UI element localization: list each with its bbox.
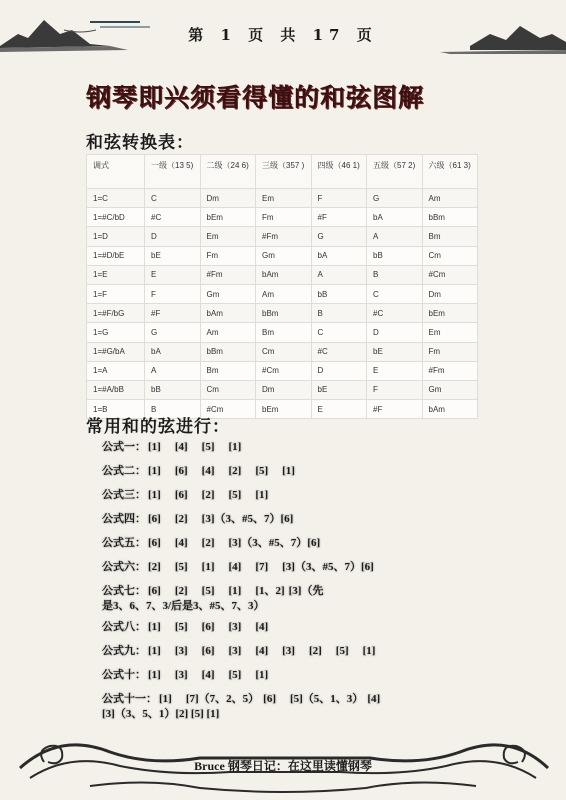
progression-continuation: 是3、6、7、3/后是3、#5、7、3） (102, 600, 265, 612)
chord-cell: bA (311, 246, 367, 265)
chord-conversion-table (86, 154, 478, 419)
progression-chord: [3]（3、#5、7）[6] (282, 561, 374, 573)
chord-cell: Cm (200, 380, 256, 399)
chord-cell: #Fm (256, 227, 312, 246)
chord-cell: C (367, 284, 423, 303)
progression-chord: [7]（7、2、5） (185, 693, 260, 705)
progression-chord: [1] (148, 621, 161, 633)
chord-table-heading: 和弦转换表： (86, 133, 194, 153)
progression-item (102, 488, 502, 503)
chord-cell: bEm (422, 304, 478, 323)
chord-cell: #Cm (200, 400, 256, 419)
chord-cell: Gm (422, 380, 478, 399)
chord-cell: bBm (200, 342, 256, 361)
chord-cell: Dm (200, 189, 256, 208)
table-header-cell: 调式 (87, 155, 145, 189)
chord-cell: Bm (200, 361, 256, 380)
progression-chord: [3] (282, 645, 295, 657)
progression-chord: [6] (174, 489, 188, 501)
table-header-cell: 五级（57 2) (367, 155, 423, 189)
progression-chord: [5] (255, 465, 269, 477)
chord-cell: Cm (256, 342, 312, 361)
progression-chord: [3] (228, 621, 242, 633)
progression-chord: [2] (201, 537, 215, 549)
chord-cell: Bm (256, 323, 312, 342)
chord-cell: E (311, 400, 367, 419)
progression-chord: [1] (201, 561, 215, 573)
progression-chord: [1] (148, 669, 161, 681)
progression-item (102, 512, 502, 527)
chord-cell: Dm (256, 380, 312, 399)
chord-cell: B (311, 304, 367, 323)
chord-cell: Am (422, 189, 478, 208)
progression-item (102, 464, 502, 479)
chord-cell: D (367, 323, 423, 342)
progression-label: 公式八： (102, 621, 146, 633)
progression-chord: [6] (148, 585, 161, 597)
progression-chord: [3] (174, 645, 188, 657)
progression-chord: [6] (201, 621, 215, 633)
key-cell: 1=#C/bD (87, 208, 145, 227)
key-cell: 1=F (87, 284, 145, 303)
chord-cell: #Fm (422, 361, 478, 380)
chord-cell: Gm (256, 246, 312, 265)
progression-chord: [1] (148, 645, 161, 657)
progression-chord: [2] (174, 585, 188, 597)
key-cell: 1=#A/bB (87, 380, 145, 399)
progression-chord: [4] (174, 537, 188, 549)
chord-cell: B (367, 265, 423, 284)
table-row (87, 323, 478, 342)
chord-cell: Am (256, 284, 312, 303)
table-row (87, 284, 478, 303)
progression-item (102, 536, 502, 551)
table-row (87, 208, 478, 227)
chord-cell: A (311, 265, 367, 284)
page-number-label: 第 1 页 共 17 页 (188, 26, 378, 44)
chord-cell: B (145, 400, 201, 419)
table-header-cell: 四级（46 1) (311, 155, 367, 189)
progression-chord: [4] (174, 441, 188, 453)
chord-cell: bB (311, 284, 367, 303)
document-title: 钢琴即兴须看得懂的和弦图解 (86, 83, 425, 112)
chord-cell: bEm (256, 400, 312, 419)
footer-caption: Bruce 钢琴日记：在这里读懂钢琴 (194, 759, 372, 773)
progression-item (102, 440, 502, 455)
chord-cell: C (311, 323, 367, 342)
progression-chord: [1] (362, 645, 376, 657)
chord-cell: A (145, 361, 201, 380)
progression-chord: [2] (201, 489, 215, 501)
progression-chord: [5] (228, 669, 242, 681)
progression-chord: [4] (367, 693, 381, 705)
progression-chord: [4] (228, 561, 242, 573)
key-cell: 1=B (87, 400, 145, 419)
progression-chord: [7] (255, 561, 269, 573)
progression-label: 公式七： (102, 585, 146, 597)
key-cell: 1=C (87, 189, 145, 208)
progression-chord: [6] (263, 693, 276, 705)
chord-cell: D (311, 361, 367, 380)
chord-cell: bE (367, 342, 423, 361)
progression-item (102, 668, 502, 683)
chord-cell: #Cm (256, 361, 312, 380)
table-row (87, 227, 478, 246)
chord-cell: #Fm (200, 265, 256, 284)
chord-cell: bAm (256, 265, 312, 284)
table-row (87, 361, 478, 380)
progression-chord: [5] (174, 561, 188, 573)
progression-chord: [1] (159, 693, 172, 705)
chord-cell: Fm (256, 208, 312, 227)
chord-cell: G (145, 323, 201, 342)
chord-cell: E (367, 361, 423, 380)
progression-chord: [1] (282, 465, 295, 477)
progression-item (102, 584, 502, 614)
chord-cell: Gm (200, 284, 256, 303)
progression-chord: [5] (201, 585, 215, 597)
chord-cell: Cm (422, 246, 478, 265)
progression-label: 公式六： (102, 561, 146, 573)
chord-cell: A (367, 227, 423, 246)
key-cell: 1=#D/bE (87, 246, 145, 265)
chord-cell: bA (145, 342, 201, 361)
table-header-cell: 六级（61 3) (422, 155, 478, 189)
progression-chord: [1] (228, 585, 242, 597)
chord-cell: Bm (422, 227, 478, 246)
progression-label: 公式十： (102, 669, 146, 681)
progression-chord: [2] (148, 561, 161, 573)
table-row (87, 246, 478, 265)
chord-cell: bB (145, 380, 201, 399)
progression-chord: [1] (148, 489, 161, 501)
progression-chord: [4] (255, 621, 269, 633)
progression-label: 公式二： (102, 465, 146, 477)
chord-cell: #Cm (422, 265, 478, 284)
chord-cell: bA (367, 208, 423, 227)
progression-chord: [1] (255, 669, 269, 681)
chord-cell: bE (145, 246, 201, 265)
chord-cell: bBm (422, 208, 478, 227)
progression-label: 公式十一： (102, 693, 157, 705)
table-row (87, 304, 478, 323)
chord-cell: Am (200, 323, 256, 342)
chord-cell: D (145, 227, 201, 246)
chord-cell: bAm (422, 400, 478, 419)
progression-chord: [2] (308, 645, 322, 657)
progression-chord: [6] (148, 537, 161, 549)
progression-chord: [5] (201, 441, 215, 453)
chord-cell: G (311, 227, 367, 246)
key-cell: 1=A (87, 361, 145, 380)
progression-chord: [1] (148, 441, 161, 453)
key-cell: 1=#F/bG (87, 304, 145, 323)
progression-chord: [6] (201, 645, 215, 657)
chord-cell: bBm (256, 304, 312, 323)
chord-cell: G (367, 189, 423, 208)
table-header-cell: 二级（24 6) (200, 155, 256, 189)
progression-chord: [6] (174, 465, 188, 477)
key-cell: 1=G (87, 323, 145, 342)
progression-continuation: [3]（3、5、1）[2] [5] [1] (102, 708, 220, 720)
chord-cell: E (145, 265, 201, 284)
table-header-cell: 一级（13 5) (145, 155, 201, 189)
progression-chord: [4] (255, 645, 269, 657)
table-header-row (87, 155, 478, 189)
chord-cell: #C (367, 304, 423, 323)
progression-chord: [5] (228, 489, 242, 501)
progression-item (102, 620, 502, 635)
chord-cell: #F (311, 208, 367, 227)
progression-chord: [4] (201, 465, 215, 477)
table-row (87, 380, 478, 399)
chord-cell: bE (311, 380, 367, 399)
progression-chord: [2] (174, 513, 188, 525)
progression-chord: [5]（5、1、3） (289, 693, 364, 705)
progression-chord: [1] (228, 441, 242, 453)
chord-cell: #F (145, 304, 201, 323)
progression-chord: [5] (335, 645, 349, 657)
progression-chord: [3] (228, 645, 242, 657)
key-cell: 1=D (87, 227, 145, 246)
key-cell: 1=E (87, 265, 145, 284)
progression-label: 公式四： (102, 513, 146, 525)
progression-chord: [3]（先 (288, 585, 324, 597)
chord-cell: Em (256, 189, 312, 208)
progression-chord: [3]（3、#5、7）[6] (228, 537, 321, 549)
chord-cell: Em (200, 227, 256, 246)
chord-cell: Dm (422, 284, 478, 303)
progression-item (102, 560, 502, 575)
chord-cell: C (145, 189, 201, 208)
chord-cell: F (311, 189, 367, 208)
progression-chord: [1] (255, 489, 269, 501)
table-row (87, 189, 478, 208)
chord-cell: #C (145, 208, 201, 227)
chord-cell: bEm (200, 208, 256, 227)
progression-item (102, 644, 502, 659)
table-row (87, 342, 478, 361)
progression-item (102, 692, 502, 722)
chord-cell: Em (422, 323, 478, 342)
chord-cell: F (145, 284, 201, 303)
chord-cell: #C (311, 342, 367, 361)
chord-cell: F (367, 380, 423, 399)
table-row (87, 265, 478, 284)
chord-cell: Fm (200, 246, 256, 265)
progression-chord: [4] (201, 669, 215, 681)
progression-label: 公式五： (102, 537, 146, 549)
progression-label: 公式九： (102, 645, 146, 657)
chord-cell: #F (367, 400, 423, 419)
progression-label: 公式三： (102, 489, 146, 501)
progression-chord: [2] (228, 465, 242, 477)
progressions-heading: 常用和的弦进行： (86, 417, 230, 437)
progression-chord: [5] (174, 621, 188, 633)
progression-label: 公式一： (102, 441, 146, 453)
progression-chord: [3] (174, 669, 188, 681)
chord-cell: bAm (200, 304, 256, 323)
progression-chord: [1] (148, 465, 161, 477)
progression-chord: [1、2] (255, 585, 285, 597)
progression-chord: [6] (148, 513, 161, 525)
table-header-cell: 三级（357 ) (256, 155, 312, 189)
chord-cell: Fm (422, 342, 478, 361)
progression-chord: [3]（3、#5、7）[6] (201, 513, 294, 525)
chord-cell: bB (367, 246, 423, 265)
key-cell: 1=#G/bA (87, 342, 145, 361)
